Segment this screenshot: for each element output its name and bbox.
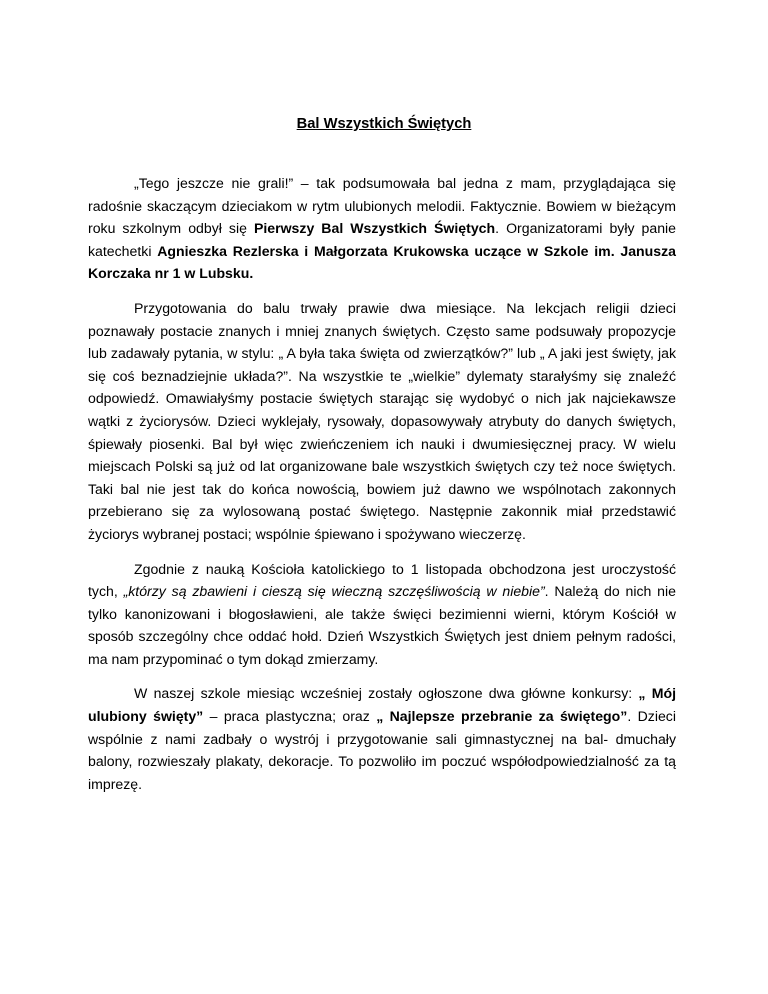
paragraph-4-text-b: – praca plastyczna; oraz (203, 708, 377, 725)
paragraph-2: Przygotowania do balu trwały prawie dwa miesiące. Na lekcjach religii dzieci poznawały postacie znanych i mniej znanych świętych. Często same podsuwały propozycje lub zadawały pytania, w stylu: „ A była taka święta od zwierzątków?” lub „ A jaki jest święty, jak się coś beznadziejnie układa?”. Na wszystkie te „wielkie” dylematy starałyśmy się znaleźć odpowiedź. Omawiałyśmy postacie świętych starając się wydobyć o nich jak najciekawsze wątki z życiorysów. Dzieci wyklejały, rysowały, dopasowywały atrybuty do danych świętych, śpiewały piosenki. Bal był więc zwieńczeniem ich nauki i dwumiesięcznej pracy. W wielu miejscach Polski są już od lat organizowane bale wszystkich świętych czy też noce świętych. Taki bal nie jest tak do końca nowością, bowiem już dawno we wspólnotach zakonnych przebierano się za wylosowaną postać świętego. Następnie zakonnik miał przedstawić życiorys wybranej postaci; wspólnie śpiewano i spożywano wieczerzę. (88, 299, 676, 542)
paragraph-1 (88, 172, 676, 285)
paragraph-1-text-b: . Organizatorami były panie katechetki (88, 220, 677, 259)
paragraph-3 (88, 558, 676, 671)
paragraph-4-bold-contest-2: „ Najlepsze przebranie za świętego” (376, 708, 628, 725)
paragraph-4 (88, 682, 676, 795)
document-title: Bal Wszystkich Świętych (296, 116, 472, 132)
paragraph-1-bold-event: Pierwszy Bal Wszystkich Świętych (253, 220, 496, 237)
paragraph-4-bold-contest-1: „ Mój ulubiony święty” (88, 685, 676, 725)
document-body (88, 172, 676, 807)
paragraph-1-bold-organizers: Agnieszka Rezlerska i Małgorzata Krukowska uczące w Szkole im. Janusza Korczaka nr 1 w Lubsku. (88, 242, 676, 282)
paragraph-1-text-a: „Tego jeszcze nie grali!” – tak podsumowała bal jedna z mam, przyglądająca się radośnie skaczącym dzieciakom w rytm ulubionych melodii. Faktycznie. Bowiem w bieżącym roku szkolnym odbył się (88, 175, 676, 237)
paragraph-3-text-b: . Należą do nich nie tylko kanonizowani i błogosławieni, ale także święci bezimienni wierni, którym Kościół w sposób szczególny chce oddać hołd. Dzień Wszystkich Świętych jest dniem pełnym radości, ma nam przypominać o tym dokąd zmierzamy. (88, 583, 676, 667)
paragraph-4-text-a: W naszej szkole miesiąc wcześniej zostały ogłoszone dwa główne konkursy: (134, 685, 639, 702)
paragraph-4-text-c: . Dzieci wspólnie z nami zadbały o wystrój i przygotowanie sali gimnastycznej na bal- dmuchały balony, rozwieszały plakaty, dekoracje. To pozwoliło im poczuć współodpowiedzialność za tą imprezę. (88, 708, 676, 792)
paragraph-3-text-a: Zgodnie z nauką Kościoła katolickiego to 1 listopada obchodzona jest uroczystość tych, (88, 560, 676, 600)
paragraph-3-italic-quote: „którzy są zbawieni i cieszą się wieczną szczęśliwością w niebie” (123, 583, 545, 600)
